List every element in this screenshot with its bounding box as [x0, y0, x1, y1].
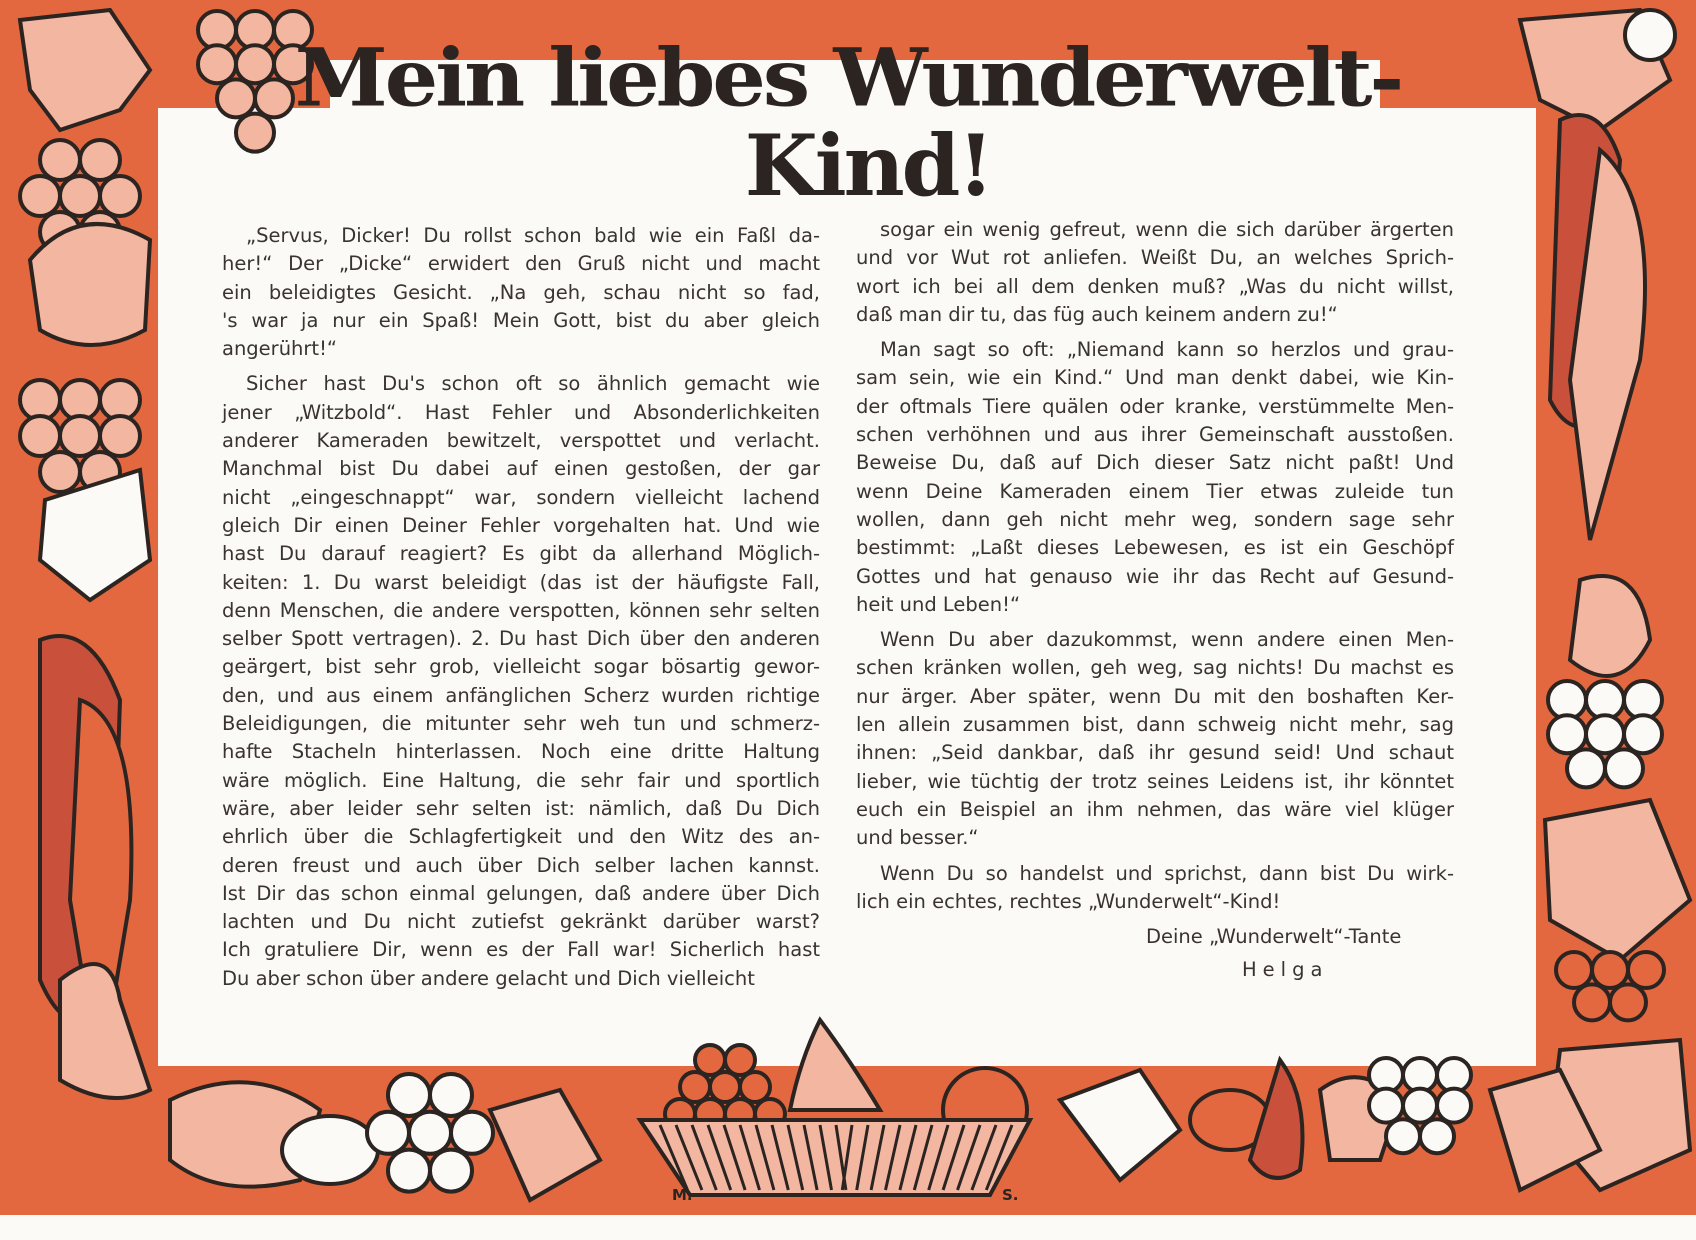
grape-icon: [1605, 749, 1643, 787]
text-line: sam sein, wie ein Kind.“ Und man denkt dabei, wie Kin-: [856, 366, 1454, 390]
grape-icon: [710, 1072, 740, 1102]
text-line: denn Menschen, die andere verspotten, können sehr selten: [222, 598, 820, 622]
paragraph: [222, 370, 820, 993]
grape-icon: [100, 416, 140, 456]
grape-icon: [680, 1072, 710, 1102]
text-line: nur ärger. Aber später, wenn Du mit den boshaften Ker-: [856, 684, 1454, 708]
text-line: ehrlich über die Schlagfertigkeit und den Witz des an-: [222, 825, 820, 849]
paragraph: [856, 860, 1454, 917]
text-line: bestimmt: „Laßt dieses Lebewesen, es ist ein Geschöpf: [856, 536, 1454, 560]
artist-initial: M.: [672, 1186, 693, 1204]
text-line: keiten: 1. Du warst beleidigt (das ist der häufigste Fall,: [222, 570, 820, 594]
text-line: schen verhöhnen und aus ihrer Gemeinschaft ausstoßen.: [856, 423, 1454, 447]
paragraph: [856, 216, 1454, 329]
text-line: selber Spott vertragen). 2. Du hast Dich über den anderen: [222, 627, 820, 651]
text-line: hast Du darauf reagiert? Es gibt da allerhand Möglich-: [222, 542, 820, 566]
artist-initial: S.: [1002, 1186, 1019, 1204]
grape-icon: [367, 1112, 409, 1154]
page-title-line1: Mein liebes Wunderwelt-: [294, 30, 1402, 125]
text-column-right: [856, 216, 1454, 923]
signature-line: Deine „Wunderwelt“-Tante: [1146, 925, 1402, 948]
text-line: len allein zusammen bist, dann schweig nicht mehr, sag: [856, 713, 1454, 737]
paragraph: [856, 336, 1454, 619]
page-title-line2: Kind!: [744, 116, 992, 215]
text-line: anderer Kameraden bewitzelt, verspottet und verlacht.: [222, 429, 820, 453]
text-line: Ich gratuliere Dir, wenn es der Fall war! Sicherlich hast: [222, 938, 820, 962]
text-line: Manchmal bist Du dabei auf einen gestoßen, der gar: [222, 457, 820, 481]
grape-icon: [20, 416, 60, 456]
text-line: heit und Leben!“: [856, 592, 1021, 616]
grape-icon: [1369, 1089, 1403, 1123]
text-line: nicht „eingeschnappt“ war, sondern vielleicht lachend: [222, 485, 820, 509]
grape-icon: [740, 1072, 770, 1102]
grape-icon: [1574, 984, 1610, 1020]
grape-icon: [388, 1150, 430, 1192]
grape-icon: [725, 1045, 755, 1075]
paragraph: [222, 222, 820, 363]
text-line: her!“ Der „Dicke“ erwidert den Gruß nicht und macht: [222, 252, 820, 276]
text-column-left: [222, 222, 820, 1000]
grape-icon: [1548, 715, 1586, 753]
text-line: gleich Dir einen Deiner Fehler vorgehalten hat. Und wie: [222, 513, 820, 537]
text-line: und vor Wut rot anliefen. Weißt Du, an welches Sprich-: [856, 246, 1454, 270]
text-line: hafte Stacheln hinterlassen. Noch eine dritte Haltung: [222, 740, 820, 764]
grape-icon: [1624, 715, 1662, 753]
text-line: Wenn Du so handelst und sprichst, dann bist Du wirk-: [880, 861, 1454, 885]
fig-icon: [790, 1020, 880, 1110]
grape-icon: [1567, 749, 1605, 787]
text-line: euch ein Beispiel an ihm nehmen, das wäre viel klüger: [856, 797, 1454, 821]
text-line: „Servus, Dicker! Du rollst schon bald wie ein Faßl da-: [246, 224, 820, 247]
grape-icon: [430, 1150, 472, 1192]
text-line: sogar ein wenig gefreut, wenn die sich darüber ärgerten: [880, 218, 1454, 241]
text-line: wäre, aber leider sehr selten ist: nämlich, daß Du Dich: [222, 796, 820, 820]
text-line: jener „Witzbold“. Hast Fehler und Absonderlichkeiten: [222, 400, 820, 424]
grape-icon: [1610, 984, 1646, 1020]
text-line: wollen, dann geh nicht mehr weg, sondern sage sehr: [856, 507, 1454, 531]
grape-icon: [1628, 952, 1664, 988]
grape-icon: [388, 1074, 430, 1116]
text-line: schen kränken wollen, geh weg, sag nichts! Du machst es: [856, 656, 1454, 680]
grape-icon: [1386, 1119, 1420, 1153]
text-line: ihnen: „Seid dankbar, daß ihr gesund seid! Und schaut: [856, 741, 1454, 765]
grape-icon: [1403, 1089, 1437, 1123]
text-line: lachten und Du nicht zutiefst gekränkt darüber warst?: [222, 910, 820, 934]
text-line: Du aber schon über andere gelacht und Dich vielleicht: [222, 966, 755, 990]
grape-icon: [409, 1112, 451, 1154]
text-line: 's war ja nur ein Spaß! Mein Gott, bist du aber gleich: [222, 308, 820, 332]
paragraph: [856, 626, 1454, 852]
grape-icon: [1586, 715, 1624, 753]
grape-icon: [40, 452, 80, 492]
text-line: der oftmals Tiere quälen oder kranke, verstümmelte Men-: [856, 394, 1454, 418]
text-line: und besser.“: [856, 826, 979, 850]
grape-icon: [1420, 1119, 1454, 1153]
text-line: lieber, wie tüchtig der trotz seines Leidens ist, ihr könntet: [856, 769, 1454, 793]
text-line: geärgert, bist sehr grob, vielleicht sogar bösartig gewor-: [222, 655, 820, 679]
text-line: wenn Deine Kameraden einem Tier etwas zuleide tun: [856, 479, 1454, 503]
grape-icon: [1592, 952, 1628, 988]
grape-icon: [430, 1074, 472, 1116]
leaf-icon: [30, 224, 150, 345]
fruit-icon: [282, 1116, 378, 1184]
grape-icon: [1437, 1089, 1471, 1123]
text-line: wort ich bei all dem denken muß? „Was du nicht willst,: [856, 274, 1454, 298]
text-line: Beweise Du, daß auf Dich dieser Satz nicht paßt! Und: [856, 451, 1454, 475]
text-line: Sicher hast Du's schon oft so ähnlich gemacht wie: [246, 372, 820, 396]
text-line: deren freust und auch über Dich selber lachen kannst.: [222, 853, 820, 877]
text-line: daß man dir tu, das füg auch keinem andern zu!“: [856, 302, 1338, 326]
text-line: Beleidigungen, die mitunter sehr weh tun und schmerz-: [222, 712, 820, 736]
grape-icon: [1556, 952, 1592, 988]
text-line: ein beleidigtes Gesicht. „Na geh, schau nicht so fad,: [222, 280, 820, 304]
text-line: Man sagt so oft: „Niemand kann so herzlos und grau-: [880, 338, 1454, 362]
text-line: Gottes und hat genauso wie ihr das Recht auf Gesund-: [856, 564, 1454, 588]
bottom-paper-strip: [0, 1215, 1696, 1240]
signature-name: Helga: [1242, 958, 1329, 981]
text-line: Ist Dir das schon einmal gelungen, daß andere über Dich: [222, 881, 820, 905]
text-line: Wenn Du aber dazukommst, wenn andere einen Men-: [880, 628, 1454, 652]
grape-icon: [451, 1112, 493, 1154]
text-line: lich ein echtes, rechtes „Wunderwelt“-Kind!: [856, 889, 1281, 913]
grape-icon: [60, 416, 100, 456]
text-line: angerührt!“: [222, 337, 338, 361]
grape-icon: [695, 1045, 725, 1075]
text-line: wäre möglich. Eine Haltung, die sehr fair und sportlich: [222, 768, 820, 792]
text-line: den, und aus einem anfänglichen Scherz wurden richtige: [222, 683, 820, 707]
